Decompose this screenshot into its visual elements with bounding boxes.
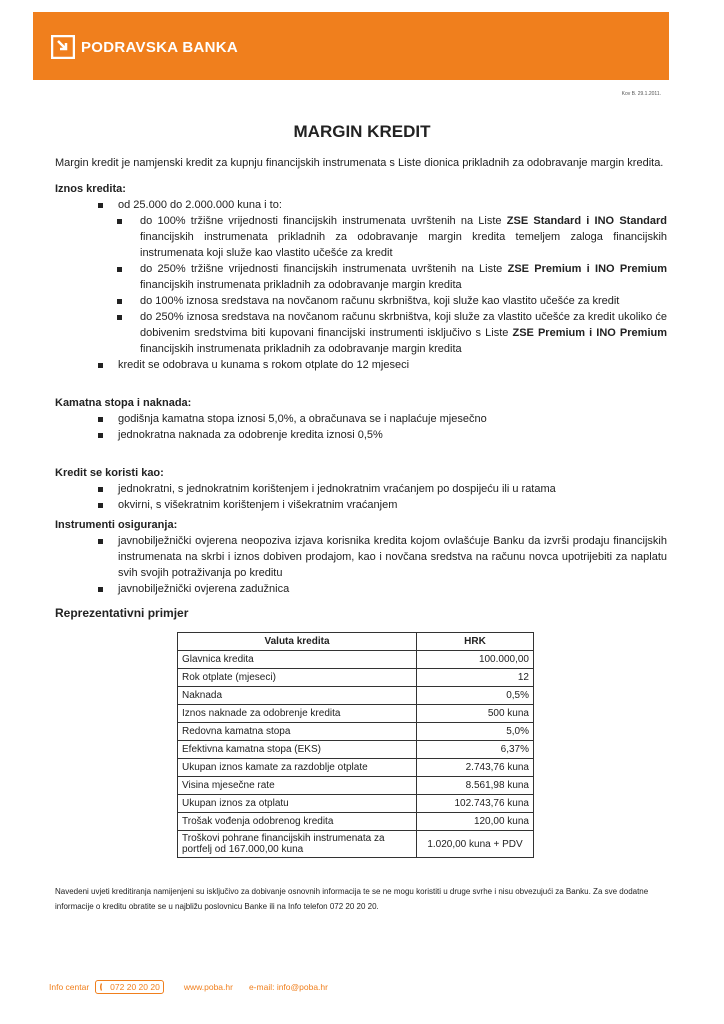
- info-center-label: Info centar: [49, 982, 90, 992]
- row-label: Glavnica kredita: [178, 651, 417, 669]
- footer: [49, 980, 328, 994]
- table-row: [178, 777, 534, 795]
- list-item: jednokratna naknada za odobrenje kredita iznosi 0,5%: [55, 427, 667, 443]
- kamatna-list: [55, 411, 667, 443]
- list-item: javnobilježnički ovjerena neopoziva izjava korisnika kredita kojom ovlašćuje Banku da izvrši prodaju financijskih instrumenata na skrbi i iznos dobiven prodajom, kao i novčana sredstva na računu novca upotrijebiti za naplatu svih svojih potraživanja po kreditu: [55, 533, 667, 581]
- phone-number: 072 20 20 20: [110, 982, 160, 992]
- row-label: Naknada: [178, 687, 417, 705]
- iznos-list: [55, 197, 667, 373]
- email-link[interactable]: e-mail: info@poba.hr: [248, 982, 328, 992]
- row-value: 500 kuna: [417, 705, 534, 723]
- iznos-sub-item: do 100% iznosa sredstava na novčanom računu skrbništva, koji služe kao vlastito učešće za kredit: [55, 293, 667, 309]
- phone-badge[interactable]: [95, 980, 164, 994]
- iznos-range-item: od 25.000 do 2.000.000 kuna i to:: [55, 197, 667, 213]
- table-row: [178, 723, 534, 741]
- row-label: Redovna kamatna stopa: [178, 723, 417, 741]
- iznos-term-item: kredit se odobrava u kunama s rokom otplate do 12 mjeseci: [55, 357, 667, 373]
- row-label: Ukupan iznos za otplatu: [178, 795, 417, 813]
- osiguranje-list: [55, 533, 667, 597]
- row-value: 120,00 kuna: [417, 813, 534, 831]
- row-value: 0,5%: [417, 687, 534, 705]
- row-value: 102.743,76 kuna: [417, 795, 534, 813]
- phone-icon: [99, 982, 107, 992]
- row-value: 100.000,00: [417, 651, 534, 669]
- row-value: 12: [417, 669, 534, 687]
- table-row: [178, 795, 534, 813]
- row-label: Visina mjesečne rate: [178, 777, 417, 795]
- iznos-sub-item: do 100% tržišne vrijednosti financijskih instrumenata uvrštenih na Liste ZSE Standard i INO Standard financijskih instrumenata prikladnih za odobravanje margin kredita temeljem zaloga financijskih instrumenata koji služe kao vlastito učešće za kredit: [55, 213, 667, 261]
- intro-paragraph: Margin kredit je namjenski kredit za kupnju financijskih instrumenata s Liste dionica prikladnih za odobravanje margin kredita.: [55, 157, 664, 169]
- form-code: Kov B. 29.1.2011.: [621, 91, 661, 97]
- row-value: 8.561,98 kuna: [417, 777, 534, 795]
- representative-example-heading: Reprezentativni primjer: [55, 606, 189, 620]
- header-banner: [33, 12, 669, 80]
- table-row: [178, 741, 534, 759]
- table-row: [178, 759, 534, 777]
- koristi-heading: Kredit se koristi kao:: [55, 467, 164, 479]
- row-label: Ukupan iznos kamate za razdoblje otplate: [178, 759, 417, 777]
- document-body: [55, 155, 667, 621]
- list-item: godišnja kamatna stopa iznosi 5,0%, a obračunava se i naplaćuje mjesečno: [55, 411, 667, 427]
- row-label: Efektivna kamatna stopa (EKS): [178, 741, 417, 759]
- osiguranje-heading: Instrumenti osiguranja:: [55, 519, 178, 531]
- list-item: jednokratni, s jednokratnim korištenjem i jednokratnim vraćanjem po dospijeću ili u ratama: [55, 481, 667, 497]
- iznos-heading: Iznos kredita:: [55, 183, 126, 195]
- column-header: Valuta kredita: [178, 633, 417, 651]
- row-value: 6,37%: [417, 741, 534, 759]
- disclaimer-note: Navedeni uvjeti kreditiranja namijenjeni su isključivo za dobivanje osnovnih informacija te se ne mogu koristiti u druge svrhe i nisu obvezujući za Banku. Za sve dodatne informacije o kreditu obratite se u najbližu poslovnicu Banke ili na Info telefon 072 20 20 20.: [55, 887, 649, 911]
- table-row: [178, 813, 534, 831]
- iznos-sub-item: do 250% iznosa sredstava na novčanom računu skrbništva, koji služe za vlastito učešće za kredit ukoliko će dobivenim sredstvima biti kupovani financijski instrumenti isključivo s Liste ZSE Premium i INO Premium financijskih instrumenata prikladnih za odobravanje margin kredita: [55, 309, 667, 357]
- bank-name: PODRAVSKA BANKA: [81, 38, 239, 56]
- table-row: [178, 831, 534, 858]
- table-row: [178, 705, 534, 723]
- website-link[interactable]: www.poba.hr: [183, 982, 233, 992]
- row-value: 2.743,76 kuna: [417, 759, 534, 777]
- list-item: okvirni, s višekratnim korištenjem i višekratnim vraćanjem: [55, 497, 667, 513]
- row-value: 1.020,00 kuna + PDV: [417, 831, 534, 858]
- column-header: HRK: [417, 633, 534, 651]
- iznos-sub-item: do 250% tržišne vrijednosti financijskih instrumenata uvrštenih na Liste ZSE Premium i INO Premium financijskih instrumenata prikladnih za odobravanje margin kredita: [55, 261, 667, 293]
- page-title: MARGIN KREDIT: [293, 122, 431, 141]
- kamatna-heading: Kamatna stopa i naknada:: [55, 397, 192, 409]
- row-label: Iznos naknade za odobrenje kredita: [178, 705, 417, 723]
- row-label: Rok otplate (mjeseci): [178, 669, 417, 687]
- table-header-row: [178, 633, 534, 651]
- table-row: [178, 687, 534, 705]
- representative-example-table: [177, 632, 534, 858]
- row-label: Troškovi pohrane financijskih instrumenata za portfelj od 167.000,00 kuna: [178, 831, 417, 858]
- table-row: [178, 651, 534, 669]
- list-item: javnobilježnički ovjerena zadužnica: [55, 581, 667, 597]
- row-value: 5,0%: [417, 723, 534, 741]
- logo-icon: [51, 35, 75, 59]
- row-label: Trošak vođenja odobrenog kredita: [178, 813, 417, 831]
- koristi-list: [55, 481, 667, 513]
- table-row: [178, 669, 534, 687]
- bank-logo: [51, 35, 238, 59]
